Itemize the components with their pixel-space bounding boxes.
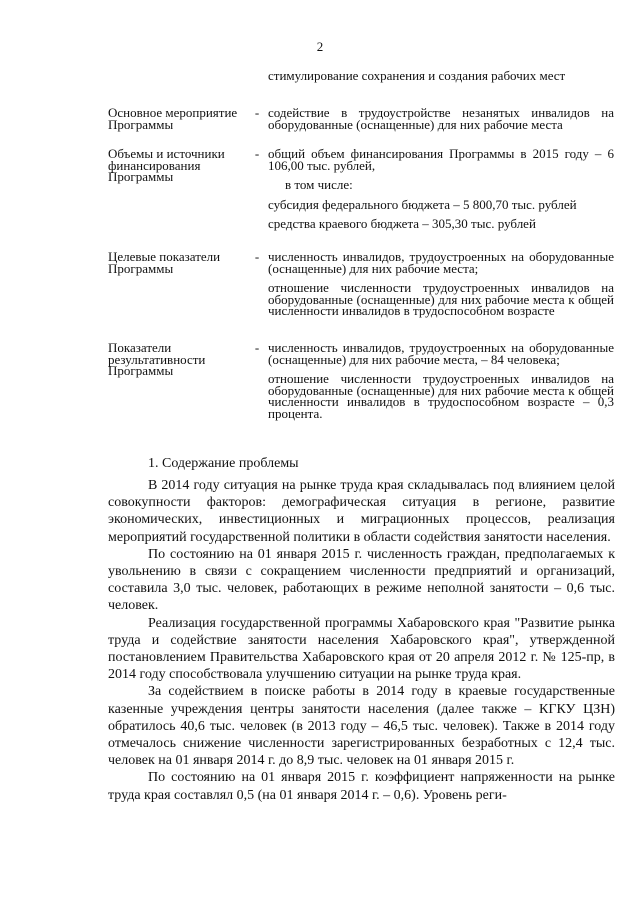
row-value: стимулирование сохранения и создания рабочих мест bbox=[268, 68, 566, 83]
page-number: 2 bbox=[316, 39, 324, 54]
table-row bbox=[108, 342, 615, 442]
paragraph: В 2014 году ситуация на рынке труда края складывалась под влиянием целой совокупности факторов: демографическая ситуация в регионе, развитие экономических, инвестиционных и миграционных процессов, реализация мероприятий государственной политики в области содействия занятости населения. bbox=[108, 478, 615, 545]
row-dash: - bbox=[254, 340, 260, 355]
row-label: Основное мероприятие Программы bbox=[108, 105, 238, 132]
table-row bbox=[108, 148, 615, 251]
row-values bbox=[268, 251, 614, 317]
row-value: отношение численности трудоустроенных инвалидов на оборудованные (оснащенные) для них рабочие места к общей численности инвалидов в трудоспособном возрасте – 0,3 процента. bbox=[268, 371, 614, 421]
row-values bbox=[268, 70, 614, 82]
paragraph: Реализация государственной программы Хабаровского края "Развитие рынка труда и содействие занятости населения Хабаровского края", утвержденной постановлением Правительства Хабаровского края от 20 апреля 2012 г. № 125-пр, в 2014 году способствовала улучшению ситуации на рынке труда края. bbox=[108, 615, 615, 683]
table-row bbox=[108, 107, 615, 148]
row-label: Объемы и источники финансирования Программы bbox=[108, 146, 225, 184]
row-values bbox=[268, 107, 614, 130]
program-passport-table bbox=[108, 70, 615, 442]
row-dash: - bbox=[254, 249, 260, 264]
row-values bbox=[268, 342, 614, 419]
paragraph: За содействием в поиске работы в 2014 году в краевые государственные казенные учреждения центры занятости населения (далее также – КГКУ ЦЗН) обратилось 40,6 тыс. человек (в 2013 году – 46,5 тыс. человек). Также в 2014 году отмечалось снижение численности зарегистрированных безработных с 12,4 тыс. человек на 01 января 2014 г. до 8,9 тыс. человек на 01 января 2015 г. bbox=[108, 684, 615, 769]
row-value: субсидия федерального бюджета – 5 800,70 тыс. рублей bbox=[268, 196, 577, 212]
row-value: средства краевого бюджета – 305,30 тыс. рублей bbox=[268, 216, 536, 231]
body-text bbox=[108, 477, 615, 804]
table-row bbox=[108, 251, 615, 342]
row-value: численность инвалидов, трудоустроенных на оборудованные (оснащенные) для них рабочие места; bbox=[268, 249, 614, 276]
section-heading: 1. Содержание проблемы bbox=[148, 456, 299, 471]
row-value: общий объем финансирования Программы в 2015 году – 6 106,00 тыс. рублей, bbox=[268, 146, 614, 173]
row-label: Показатели результативности Программы bbox=[108, 340, 206, 378]
row-value: отношение численности трудоустроенных инвалидов на оборудованные (оснащенные) для них рабочие места к общей численности инвалидов в трудоспособном возрасте bbox=[268, 280, 614, 318]
table-row bbox=[108, 70, 615, 107]
row-label: Целевые показатели Программы bbox=[108, 249, 221, 276]
row-value: содействие в трудоустройстве незанятых инвалидов на оборудованные (оснащенные) для них рабочие места bbox=[268, 105, 614, 132]
row-values bbox=[268, 148, 614, 230]
paragraph: По состоянию на 01 января 2015 г. коэффициент напряженности на рынке труда края составлял 0,5 (на 01 января 2014 г. – 0,6). Уровень реги- bbox=[108, 770, 615, 803]
row-dash: - bbox=[254, 105, 260, 120]
row-dash: - bbox=[254, 146, 260, 161]
row-value: в том числе: bbox=[285, 177, 353, 192]
paragraph: По состоянию на 01 января 2015 г. численность граждан, предполагаемых к увольнению в связи с сокращением численности предприятий и организаций, составила 3,0 тыс. человек, работающих в режиме неполной занятости – 0,6 тыс. человек. bbox=[108, 546, 615, 614]
row-value: численность инвалидов, трудоустроенных на оборудованные (оснащенные) для них рабочие места, – 84 человека; bbox=[268, 340, 614, 367]
